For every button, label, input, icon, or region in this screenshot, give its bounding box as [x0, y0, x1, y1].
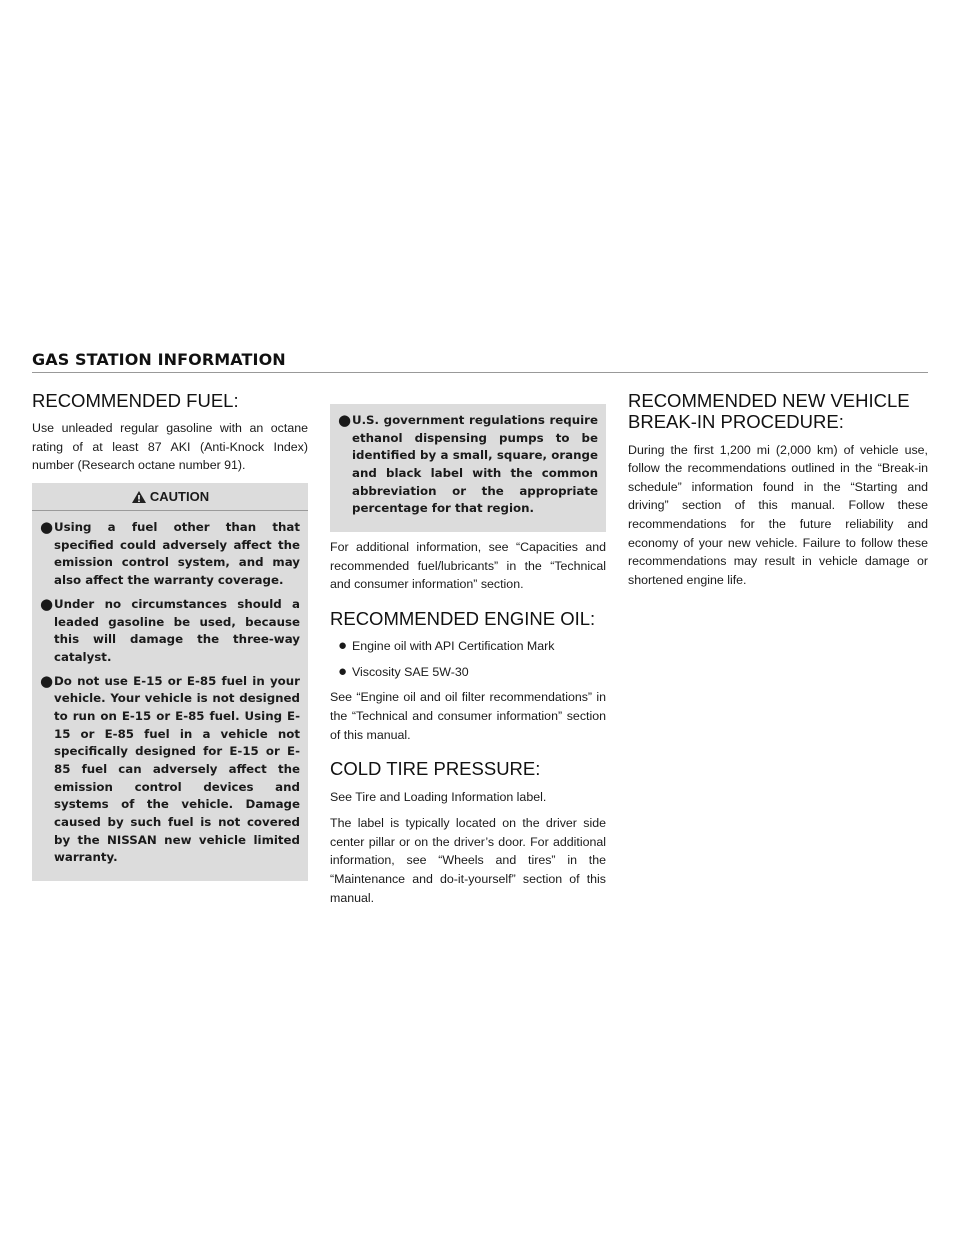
- warning-triangle-icon: [131, 490, 147, 504]
- caution-box: [32, 483, 308, 881]
- bullet-dot-icon: ●: [40, 518, 54, 537]
- bullet-dot-icon: ●: [338, 411, 352, 429]
- fuel-body: Use unleaded regular gasoline with an octane rating of at least 87 AKI (Anti-Knock Index) number (Research octane number 91).: [32, 421, 308, 473]
- caution-item: ● Under no circumstances should a leaded gasoline be used, because this will damage the three-way catalyst.: [40, 596, 300, 667]
- bullet-dot-icon: ●: [40, 594, 54, 613]
- breakin-body: During the first 1,200 mi (2,000 km) of vehicle use, follow the recommendations outlined in the “Break-in schedule” information found in the “Starting and driving” section of this manual. Follow these recommendations for the future reliability and economy of your new vehicle. Failure to follow these recommendations may result in vehicle damage or shortened engine life.: [628, 442, 928, 587]
- bullet-dot-icon: ●: [338, 662, 348, 680]
- caution-box-continued: [330, 404, 606, 532]
- column-2: [330, 390, 606, 915]
- breakin-heading: RECOMMENDED NEW VEHICLE BREAK-IN PROCEDURE:: [628, 390, 910, 433]
- caution-item: ● Using a fuel other than that specified could adversely affect the emission control system, and may also affect the warranty coverage.: [40, 519, 300, 590]
- tire-heading: COLD TIRE PRESSURE:: [330, 758, 541, 780]
- caution-list: [40, 519, 300, 867]
- caution-list-continued: [338, 412, 598, 518]
- section-title: GAS STATION INFORMATION: [32, 350, 286, 369]
- column-3: [628, 390, 928, 597]
- tire-body-1: See Tire and Loading Information label.: [330, 789, 547, 804]
- bullet-dot-icon: ●: [338, 637, 348, 655]
- oil-item: ● Viscosity SAE 5W-30: [338, 662, 469, 680]
- caution-header: [32, 487, 308, 511]
- oil-body: See “Engine oil and oil filter recommendations” in the “Technical and consumer information” section of this manual.: [330, 690, 606, 742]
- tire-body-2: The label is typically located on the driver side center pillar or on the driver’s door. For additional information, see “Wheels and tires” in the “Maintenance and do-it-yourself” section of this manual.: [330, 816, 606, 905]
- caution-item: ● Do not use E-15 or E-85 fuel in your vehicle. Your vehicle is not designed to run on E-15 or E-85 fuel. Using E-15 or E-85 fuel in a vehicle not specifically designed for E-15 or E-85 fuel can adversely affect the emission control devices and systems of the vehicle. Damage caused by such fuel is not covered by the NISSAN new vehicle limited warranty.: [40, 673, 300, 868]
- section-divider: [32, 372, 928, 373]
- caution-title: CAUTION: [149, 489, 210, 505]
- oil-list: [330, 637, 606, 681]
- bullet-dot-icon: ●: [40, 671, 54, 690]
- oil-heading: RECOMMENDED ENGINE OIL:: [330, 607, 596, 629]
- oil-item: ● Engine oil with API Certification Mark: [338, 637, 555, 655]
- fuel-heading: RECOMMENDED FUEL:: [32, 390, 239, 411]
- fuel-additional-info: For additional information, see “Capacities and recommended fuel/lubricants” in the “Technical and consumer information” section.: [330, 540, 606, 592]
- column-1: [32, 390, 308, 881]
- caution-item: ● U.S. government regulations require ethanol dispensing pumps to be identified by a small, square, orange and black label with the common abbreviation or the appropriate percentage for that region.: [338, 412, 598, 518]
